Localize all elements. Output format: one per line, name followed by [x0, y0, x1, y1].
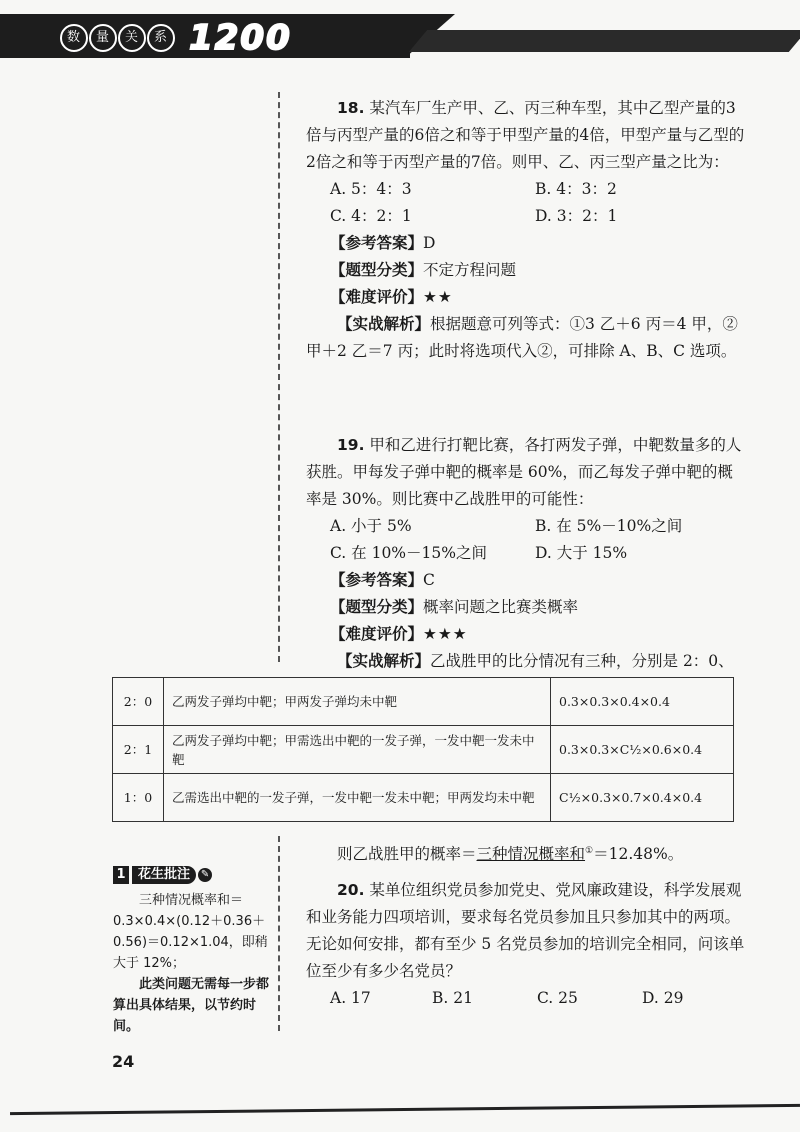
type-tag: 【题型分类】: [330, 261, 424, 279]
header-number: 1200: [189, 18, 292, 58]
type-line: [306, 594, 746, 621]
answer-tag: 【参考答案】: [330, 234, 424, 252]
header-char: 关: [118, 24, 146, 52]
question-number: 18.: [337, 99, 365, 117]
question-20-stem: [306, 877, 746, 985]
question-number: 20.: [337, 881, 365, 899]
header-title: [60, 18, 292, 58]
calculation-cell: 0.3×0.3×C½×0.6×0.4: [551, 726, 734, 774]
option-d: D. 3：2：1: [535, 207, 618, 225]
header-circled-title: [60, 24, 176, 52]
answer-line: [306, 567, 746, 594]
analysis-tag: 【实战解析】: [337, 652, 431, 670]
analysis-line: [306, 311, 746, 365]
column-divider-top: [278, 92, 280, 662]
answer-value: C: [423, 571, 435, 589]
difficulty-stars: ★★★: [423, 625, 468, 643]
question-text: 某单位组织党员参加党史、党风廉政建设，科学发展观和业务能力四项培训，要求每名党员参加且只参加其中的两项。无论如何安排，都有至少 5 名党员参加的培训完全相同，问该单位至少有多少名党员？: [306, 881, 745, 980]
footnote-marker: ①: [585, 846, 594, 856]
note-number-badge: 1: [113, 866, 129, 884]
note-paragraph: 三种情况概率和＝0.3×0.4×(0.12＋0.36＋0.56)＝0.12×1.04，即稍大于 12%；: [113, 893, 268, 971]
difficulty-line: [306, 284, 746, 311]
question-19-options: [306, 513, 746, 567]
option-a: A. 小于 5%: [330, 517, 412, 535]
question-18: [306, 95, 746, 365]
difficulty-line: [306, 621, 746, 648]
option-c: C. 4：2：1: [330, 207, 412, 225]
question-number: 19.: [337, 436, 365, 454]
answer-tag: 【参考答案】: [330, 571, 424, 589]
difficulty-tag: 【难度评价】: [330, 625, 424, 643]
header-char: 数: [60, 24, 88, 52]
question-18-stem: [306, 95, 746, 176]
analysis-tag: 【实战解析】: [337, 315, 431, 333]
description-cell: 乙两发子弹均中靶；甲需选出中靶的一发子弹，一发中靶一发未中靶: [164, 726, 551, 774]
conclusion: [306, 838, 746, 868]
difficulty-stars: ★★: [423, 288, 453, 306]
side-note: [113, 866, 273, 1037]
type-value: 概率问题之比赛类概率: [423, 598, 579, 616]
conclusion-underlined: 三种情况概率和: [476, 845, 586, 864]
conclusion-line: [306, 838, 746, 868]
column-divider-bottom: [278, 836, 280, 1031]
type-line: [306, 257, 746, 284]
table-row: [113, 678, 734, 726]
question-19: [306, 432, 746, 702]
option-d: D. 大于 15%: [535, 544, 628, 562]
question-19-stem: [306, 432, 746, 513]
conclusion-suffix: ＝12.48%。: [593, 845, 684, 864]
probability-table: [112, 677, 734, 822]
score-cell: 2：0: [113, 678, 164, 726]
pencil-icon: ✎: [198, 868, 212, 882]
option-b: B. 4：3：2: [535, 180, 617, 198]
type-value: 不定方程问题: [423, 261, 517, 279]
option-c: C. 25: [537, 989, 578, 1007]
score-cell: 2：1: [113, 726, 164, 774]
difficulty-tag: 【难度评价】: [330, 288, 424, 306]
description-cell: 乙两发子弹均中靶；甲两发子弹均未中靶: [164, 678, 551, 726]
option-d: D. 29: [642, 989, 684, 1007]
analysis-text: 乙战胜甲的比分情况有三种，分别是 2：0、: [430, 652, 734, 670]
header-char: 系: [147, 24, 175, 52]
page-header: [0, 0, 800, 70]
option-c: C. 在 10%－15%之间: [330, 544, 487, 562]
bottom-rule: [10, 1104, 800, 1115]
header-stripe: [409, 30, 800, 52]
question-text: 某汽车厂生产甲、乙、丙三种车型，其中乙型产量的3倍与丙型产量的6倍之和等于甲型产量的4倍，甲型产量与乙型的2倍之和等于丙型产量的7倍。则甲、乙、丙三型产量之比为：: [306, 99, 745, 171]
note-paragraph: 此类问题无需每一步都算出具体结果，以节约时间。: [113, 977, 270, 1034]
calculation-cell: 0.3×0.3×0.4×0.4: [551, 678, 734, 726]
answer-value: D: [423, 234, 436, 252]
option-a: A. 5：4：3: [330, 180, 412, 198]
note-title: 花生批注: [132, 866, 196, 884]
table-row: [113, 726, 734, 774]
side-note-header: [113, 866, 273, 884]
question-20-options: [306, 985, 746, 1012]
score-cell: 1：0: [113, 774, 164, 822]
option-a: A. 17: [330, 989, 371, 1007]
page-number: 24: [112, 1052, 135, 1071]
question-20: [306, 877, 746, 1012]
table-row: [113, 774, 734, 822]
type-tag: 【题型分类】: [330, 598, 424, 616]
description-cell: 乙需选出中靶的一发子弹，一发中靶一发未中靶；甲两发均未中靶: [164, 774, 551, 822]
answer-line: [306, 230, 746, 257]
analysis-text: 根据题意可列等式：①3 乙＋6 丙＝4 甲，②甲＋2 乙＝7 丙；此时将选项代入②，可排除 A、B、C 选项。: [306, 315, 738, 360]
option-b: B. 在 5%－10%之间: [535, 517, 683, 535]
header-char: 量: [89, 24, 117, 52]
conclusion-prefix: 则乙战胜甲的概率＝: [337, 845, 477, 864]
question-18-options: [306, 176, 746, 230]
question-text: 甲和乙进行打靶比赛，各打两发子弹，中靶数量多的人获胜。甲每发子弹中靶的概率是 60%，而乙每发子弹中靶的概率是 30%。则比赛中乙战胜甲的可能性：: [306, 436, 742, 508]
option-b: B. 21: [432, 989, 473, 1007]
calculation-cell: C½×0.3×0.7×0.4×0.4: [551, 774, 734, 822]
